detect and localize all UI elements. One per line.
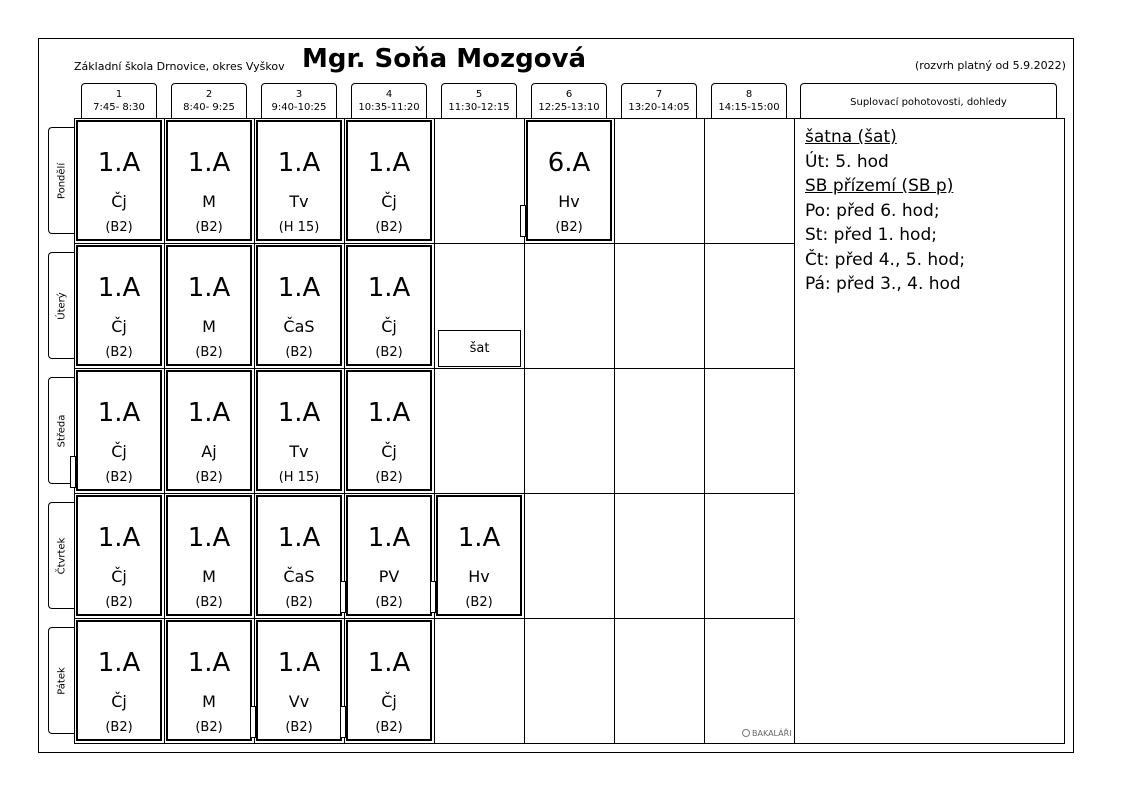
grid-line xyxy=(74,493,795,494)
supervision-marker xyxy=(340,706,346,738)
lesson-cell[interactable]: 1.A Hv (B2) xyxy=(436,495,522,616)
notes-line: Po: před 6. hod; xyxy=(805,200,940,221)
lesson-cell[interactable]: 1.A Čj (B2) xyxy=(76,495,162,616)
supervision-marker xyxy=(520,205,526,237)
lesson-cell[interactable]: 1.A M (B2) xyxy=(166,495,252,616)
supervision-marker xyxy=(340,581,346,613)
teacher-name: Mgr. Soňa Mozgová xyxy=(302,44,587,74)
day-tab-friday: Pátek xyxy=(48,627,75,734)
grid-line xyxy=(254,118,255,744)
period-header-3: 3 9:40-10:25 xyxy=(261,83,337,118)
grid-line xyxy=(794,118,795,744)
grid-line xyxy=(74,618,795,619)
day-tab-thursday: Čtvrtek xyxy=(48,502,75,609)
validity-note: (rozvrh platný od 5.9.2022) xyxy=(915,59,1066,72)
notes-line: Pá: před 3., 4. hod xyxy=(805,274,961,294)
lesson-cell[interactable]: 1.A ČaS (B2) xyxy=(256,495,342,616)
lesson-cell[interactable]: 1.A Čj (B2) xyxy=(76,620,162,741)
supervision-notes xyxy=(805,125,965,297)
duty-cell[interactable]: šat xyxy=(438,330,521,367)
lesson-cell[interactable]: 1.A M (B2) xyxy=(166,245,252,366)
lesson-cell[interactable]: 1.A Tv (H 15) xyxy=(256,120,342,241)
notes-line: St: před 1. hod; xyxy=(805,225,937,245)
supervision-marker xyxy=(430,581,436,613)
lesson-cell[interactable]: 1.A Čj (B2) xyxy=(346,620,432,741)
period-header-6: 6 12:25-13:10 xyxy=(531,83,607,118)
grid-line xyxy=(344,118,345,744)
period-header-5: 5 11:30-12:15 xyxy=(441,83,517,118)
notes-line: Čt: před 4., 5. hod; xyxy=(805,249,966,270)
supervision-marker xyxy=(250,706,256,738)
lesson-cell[interactable]: 1.A PV (B2) xyxy=(346,495,432,616)
logo-text: BAKALÁŘI xyxy=(752,729,792,738)
lesson-cell[interactable]: 1.A Čj (B2) xyxy=(346,120,432,241)
period-header-1: 1 7:45- 8:30 xyxy=(81,83,157,118)
period-header-2: 2 8:40- 9:25 xyxy=(171,83,247,118)
grid-line xyxy=(704,118,705,744)
grid-line xyxy=(614,118,615,744)
lesson-cell[interactable]: 1.A Aj (B2) xyxy=(166,370,252,491)
period-header-8: 8 14:15-15:00 xyxy=(711,83,787,118)
bakalari-logo xyxy=(742,729,792,738)
period-header-4: 4 10:35-11:20 xyxy=(351,83,427,118)
lesson-cell[interactable]: 1.A Tv (H 15) xyxy=(256,370,342,491)
grid-line xyxy=(74,243,795,244)
lesson-cell[interactable]: 1.A Čj (B2) xyxy=(346,370,432,491)
grid-line xyxy=(164,118,165,744)
lesson-cell[interactable]: 1.A Čj (B2) xyxy=(346,245,432,366)
supervision-header: Suplovací pohotovosti, dohledy xyxy=(800,83,1057,118)
notes-heading-cloakroom: šatna (šat) xyxy=(805,127,897,147)
lesson-cell[interactable]: 1.A Čj (B2) xyxy=(76,120,162,241)
lesson-cell[interactable]: 1.A Čj (B2) xyxy=(76,370,162,491)
lesson-cell[interactable]: 1.A Čj (B2) xyxy=(76,245,162,366)
notes-line: Út: 5. hod xyxy=(805,151,889,172)
gear-icon xyxy=(742,729,750,737)
lesson-cell[interactable]: 1.A ČaS (B2) xyxy=(256,245,342,366)
period-header-7: 7 13:20-14:05 xyxy=(621,83,697,118)
lesson-cell[interactable]: 1.A Vv (B2) xyxy=(256,620,342,741)
school-name: Základní škola Drnovice, okres Vyškov xyxy=(74,60,285,73)
grid-line xyxy=(434,118,435,744)
lesson-cell[interactable]: 1.A M (B2) xyxy=(166,620,252,741)
lesson-cell[interactable]: 1.A M (B2) xyxy=(166,120,252,241)
supervision-marker xyxy=(70,456,76,488)
grid-line xyxy=(74,368,795,369)
day-tab-tuesday: Úterý xyxy=(48,252,75,359)
day-tab-wednesday: Středa xyxy=(48,377,75,484)
lesson-cell[interactable]: 6.A Hv (B2) xyxy=(526,120,612,241)
notes-heading-sb: SB přízemí (SB p) xyxy=(805,176,954,196)
day-tab-monday: Pondělí xyxy=(48,127,75,234)
